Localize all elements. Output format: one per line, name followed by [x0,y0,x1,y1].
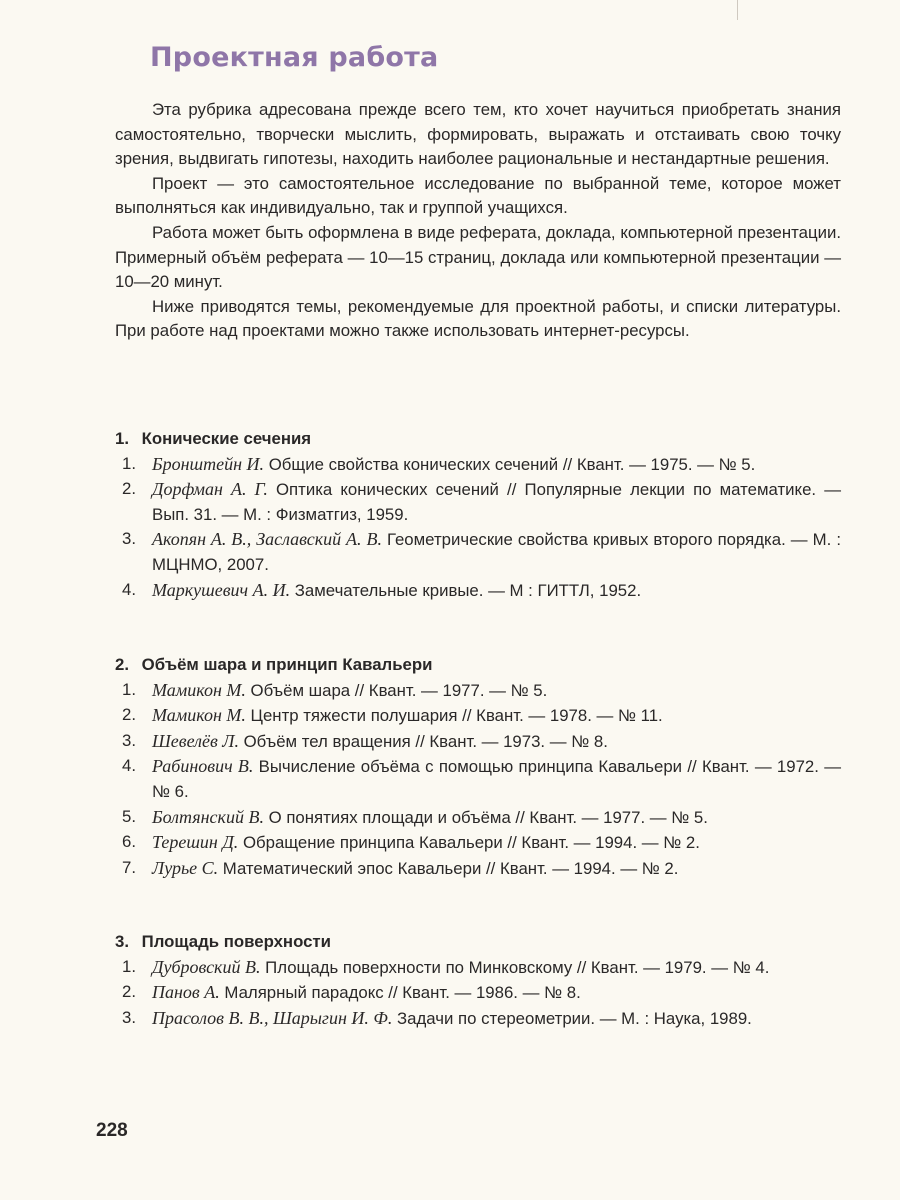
reference-list [115,678,841,882]
reference-author: Рабинович В. [152,756,254,777]
reference-item [115,729,841,755]
intro-paragraph: Ниже приводятся темы, рекомендуемые для проектной работы, и списки литературы. При работе над проектами можно также использовать интернет-ресурсы. [115,296,841,341]
reference-text: Математический эпос Кавальери // Квант. — 1994. — № 2. [218,858,679,878]
reference-text: Замечательные кривые. — М : ГИТТЛ, 1952. [290,580,642,600]
reference-item [115,452,841,478]
reference-author: Болтянский В. [152,806,264,827]
section-title: Объём шара и принцип Кавальери [141,655,433,674]
section-number: 2. [115,655,129,674]
reference-text: Площадь поверхности по Минковскому // Квант. — 1979. — № 4. [260,957,770,977]
reference-item [115,830,841,856]
reference-text: Объём тел вращения // Квант. — 1973. — № 8. [238,731,608,751]
reference-text: О понятиях площади и объёма // Квант. — 1977. — № 5. [263,807,708,827]
section-number: 3. [115,932,129,951]
reference-item [115,703,841,729]
page-number: 228 [96,1120,128,1141]
reference-text: Центр тяжести полушария // Квант. — 1978. — № 11. [245,706,663,726]
reference-author: Дубровский В. [152,956,261,977]
section-heading [115,930,841,955]
reference-author: Мамикон М. [152,705,246,726]
reference-author: Мамикон М. [152,679,246,700]
reference-text: Задачи по стереометрии. — М. : Наука, 1989. [392,1008,752,1028]
reference-author: Маркушевич А. И. [152,579,291,600]
reference-text: Геометрические свойства кривых второго порядка. — М. : МЦНМО, 2007. [152,530,842,574]
reference-list [115,955,841,1032]
reference-item [115,754,841,804]
reference-number: 4. [122,756,136,776]
section-heading [115,653,841,678]
reference-text: Общие свойства конических сечений // Квант. — 1975. — № 5. [264,454,756,474]
reference-number: 1. [122,956,136,976]
section-title: Конические сечения [141,429,312,448]
reference-number: 7. [122,857,136,877]
reference-text: Вычисление объёма с помощью принципа Кавальери // Квант. — 1972. — № 6. [152,757,841,801]
reference-item [115,856,841,882]
reference-text: Обращение принципа Кавальери // Квант. — 1994. — № 2. [238,833,700,853]
reference-item [115,955,841,981]
page-fold-line [737,0,738,20]
section-title: Площадь поверхности [141,932,331,951]
section-number: 1. [115,429,129,448]
reference-number: 5. [122,806,136,826]
section-ball-volume-cavalieri [115,653,841,881]
reference-author: Панов А. [152,982,220,1003]
reference-item [115,578,841,604]
reference-number: 2. [122,479,136,499]
intro-paragraph: Проект — это самостоятельное исследование по выбранной теме, которое может выполняться как индивидуально, так и группой учащихся. [115,173,841,218]
reference-number: 1. [122,679,136,699]
reference-author: Дорфман А. Г. [152,479,268,500]
reference-number: 6. [122,832,136,852]
reference-number: 2. [122,982,136,1002]
reference-item [115,805,841,831]
section-surface-area [115,930,841,1031]
reference-author: Прасолов В. В., Шарыгин И. Ф. [152,1007,393,1028]
reference-author: Шевелёв Л. [152,730,239,751]
reference-number: 3. [122,730,136,750]
reference-list [115,452,841,604]
reference-number: 4. [122,579,136,599]
reference-text: Малярный парадокс // Квант. — 1986. — № 8. [219,983,581,1003]
intro-paragraph: Работа может быть оформлена в виде реферата, доклада, компьютерной презентации. Примерный объём реферата — 10—15 страниц, доклада или компьютерной презентации — 10—20 минут. [115,222,841,292]
reference-number: 3. [122,1007,136,1027]
page-title: Проектная работа [150,42,439,73]
reference-item [115,1006,841,1032]
intro-text [115,98,841,344]
reference-author: Лурье С. [152,857,219,878]
reference-text: Объём шара // Квант. — 1977. — № 5. [245,680,548,700]
reference-number: 3. [122,529,136,549]
reference-author: Терешин Д. [152,832,239,853]
reference-author: Акопян А. В., Заславский А. В. [152,529,382,550]
reference-number: 1. [122,453,136,473]
intro-paragraph: Эта рубрика адресована прежде всего тем, кто хочет научиться приобретать знания самостоятельно, творчески мыслить, формировать, выражать и отстаивать свою точку зрения, выдвигать гипотезы, находить наиболее рациональные и нестандартные решения. [115,100,841,169]
reference-author: Бронштейн И. [152,453,265,474]
section-heading [115,427,841,452]
reference-item [115,527,841,577]
reference-item [115,477,841,527]
reference-number: 2. [122,705,136,725]
reference-text: Оптика конических сечений // Популярные лекции по математике. — Вып. 31. — М. : Физматгиз, 1959. [152,480,842,524]
section-conic-sections [115,427,841,603]
reference-item [115,980,841,1006]
reference-item [115,678,841,704]
